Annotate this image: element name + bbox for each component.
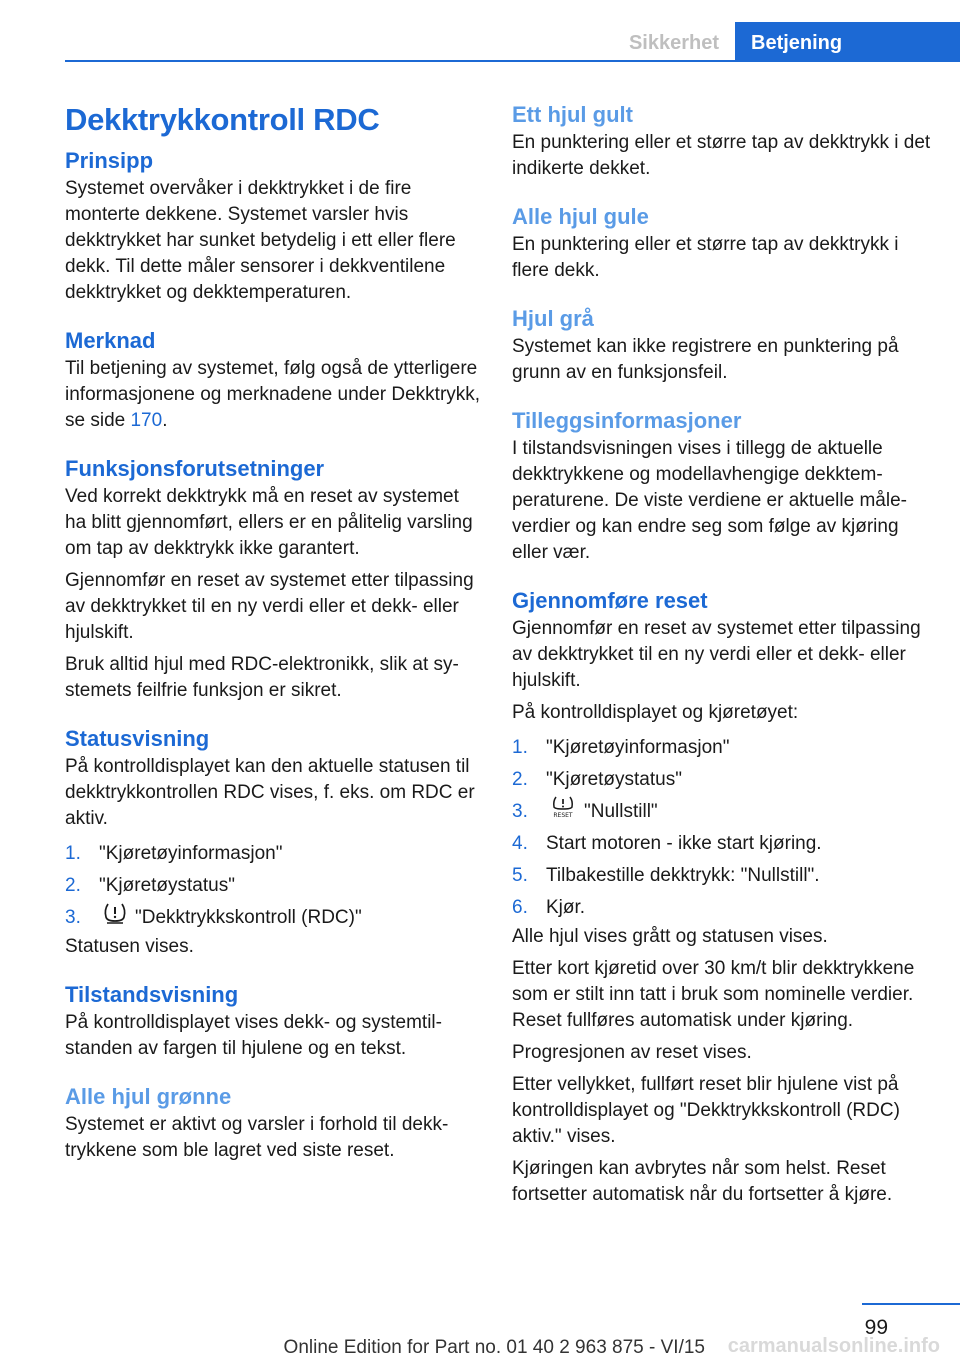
- heading-merknad: Merknad: [65, 328, 156, 353]
- right-column: [512, 100, 932, 1208]
- edition-note: Online Edition for Part no. 01 40 2 963 875 - VI/15: [283, 1337, 705, 1358]
- text-reset-2: På kontrolldisplayet og kjøretøyet:: [512, 702, 799, 723]
- page-title: Dekktrykkontroll RDC: [65, 102, 380, 137]
- list-item: 2. "Kjøretøystatus": [512, 769, 682, 790]
- heading-alle-hjul-gronne: Alle hjul grønne: [65, 1084, 232, 1109]
- list-item: 2. "Kjøretøystatus": [65, 875, 235, 896]
- tire-pressure-warning-icon: [103, 902, 127, 934]
- heading-gjennomfore-reset: Gjennomføre reset: [512, 588, 708, 613]
- text-tilleggsinformasjoner: I tilstandsvisningen vises i tillegg de aktuelle dekktrykkene og modellavhengige dekktemperaturene. De viste verdiene er aktuelle måleverdier og kan endre seg som følge av kjøring eller vær.: [512, 438, 907, 563]
- list-item: 6. Kjør.: [512, 897, 586, 918]
- list-item: 5. Tilbakestille dekktrykk: "Nullstill".: [512, 865, 820, 886]
- text-reset-6: Etter vellykket, fullført reset blir hjulene vist på kontrolldisplayet og "Dekktrykkskontroll (RDC) aktiv." vises.: [512, 1074, 900, 1147]
- text-hjul-gra: Systemet kan ikke registrere en punktering på grunn av en funksjonsfeil.: [512, 336, 899, 383]
- reset-icon-label: RESET: [553, 812, 573, 819]
- heading-tilleggsinformasjoner: Tilleggsinformasjoner: [512, 408, 742, 433]
- header-divider: [65, 60, 960, 62]
- heading-tilstandsvisning: Tilstandsvisning: [65, 982, 239, 1007]
- heading-statusvisning: Statusvisning: [65, 726, 210, 751]
- left-column: [65, 100, 485, 1164]
- text-reset-5: Progresjonen av reset vises.: [512, 1042, 752, 1063]
- text-alle-hjul-gronne: Systemet er aktivt og varsler i forhold til dekktrykkene som ble lagret ved siste reset.: [65, 1114, 449, 1161]
- status-steps-list: [65, 838, 485, 934]
- heading-alle-hjul-gule: Alle hjul gule: [512, 204, 649, 229]
- text-ett-hjul-gult: En punktering eller et større tap av dekktrykk i det indikerte dekket.: [512, 132, 931, 179]
- page-link-170[interactable]: 170: [130, 410, 163, 431]
- reset-steps-list: [512, 732, 932, 924]
- text-reset-3: Alle hjul vises grått og statusen vises.: [512, 926, 828, 947]
- text-merknad: Til betjening av systemet, følg også de ytterligere informasjonene og merknadene under Dekktrykk, se side 170.: [65, 358, 481, 431]
- text-reset-7: Kjøringen kan avbrytes når som helst. Reset fortsetter automatisk når du fortsetter å kjøre.: [512, 1158, 893, 1205]
- text-status-after: Statusen vises.: [65, 936, 194, 957]
- heading-ett-hjul-gult: Ett hjul gult: [512, 102, 633, 127]
- text-funksjon-3: Bruk alltid hjul med RDC-elektronikk, slik at systemets feilfrie funksjon er sikret.: [65, 654, 459, 701]
- list-item: 3. RESET "Nullstill": [512, 796, 932, 828]
- text-funksjon-2: Gjennomfør en reset av systemet etter tilpassing av dekktrykket til en ny verdi eller et dekk- eller hjulskift.: [65, 570, 474, 643]
- list-item: 1. "Kjøretøyinformasjon": [65, 843, 283, 864]
- text-reset-1: Gjennomfør en reset av systemet etter tilpassing av dekktrykket til en ny verdi eller et dekk- eller hjulskift.: [512, 618, 921, 691]
- text-tilstandsvisning: På kontrolldisplayet vises dekk- og systemtilstanden av fargen til hjulene og en tekst.: [65, 1012, 442, 1059]
- text-alle-hjul-gule: En punktering eller et større tap av dekktrykk i flere dekk.: [512, 234, 899, 281]
- watermark: carmanualsonline.info: [727, 1335, 940, 1357]
- list-item: 1. "Kjøretøyinformasjon": [512, 737, 730, 758]
- section-tab-sikkerhet[interactable]: Sikkerhet: [628, 32, 719, 54]
- list-item: 3. "Dekktrykkskontroll (RDC)": [65, 902, 485, 934]
- section-tab-betjening[interactable]: Betjening: [735, 22, 960, 62]
- tire-reset-icon: [550, 796, 576, 828]
- text-funksjon-1: Ved korrekt dekktrykk må en reset av systemet ha blitt gjennomført, ellers er en pålitelig varsling om tap av dekktrykk ikke garantert.: [65, 486, 473, 559]
- heading-prinsipp: Prinsipp: [65, 148, 154, 173]
- text-reset-4: Etter kort kjøretid over 30 km/t blir dekktrykkene som er stilt inn tatt i bruk som nominelle verdier. Reset fullføres automatisk under kjøring.: [512, 958, 915, 1031]
- page-number: 99: [864, 1316, 888, 1339]
- heading-hjul-gra: Hjul grå: [512, 306, 594, 331]
- text-prinsipp: Systemet overvåker i dekktrykket i de fire monterte dekkene. Systemet varsler hvis dekktrykket har sunket betydelig i ett eller flere dekk. Til dette måler sensorer i dekkventilene dekktrykket og dekktemperaturen.: [65, 178, 456, 303]
- list-item: 4. Start motoren - ikke start kjøring.: [512, 833, 822, 854]
- heading-funksjonsforutsetninger: Funksjonsforutsetninger: [65, 456, 325, 481]
- footer-divider: [862, 1303, 960, 1305]
- text-statusvisning: På kontrolldisplayet kan den aktuelle statusen til dekktrykkontrollen RDC vises, f. eks. om RDC er aktiv.: [65, 756, 475, 829]
- page-header: [65, 22, 960, 62]
